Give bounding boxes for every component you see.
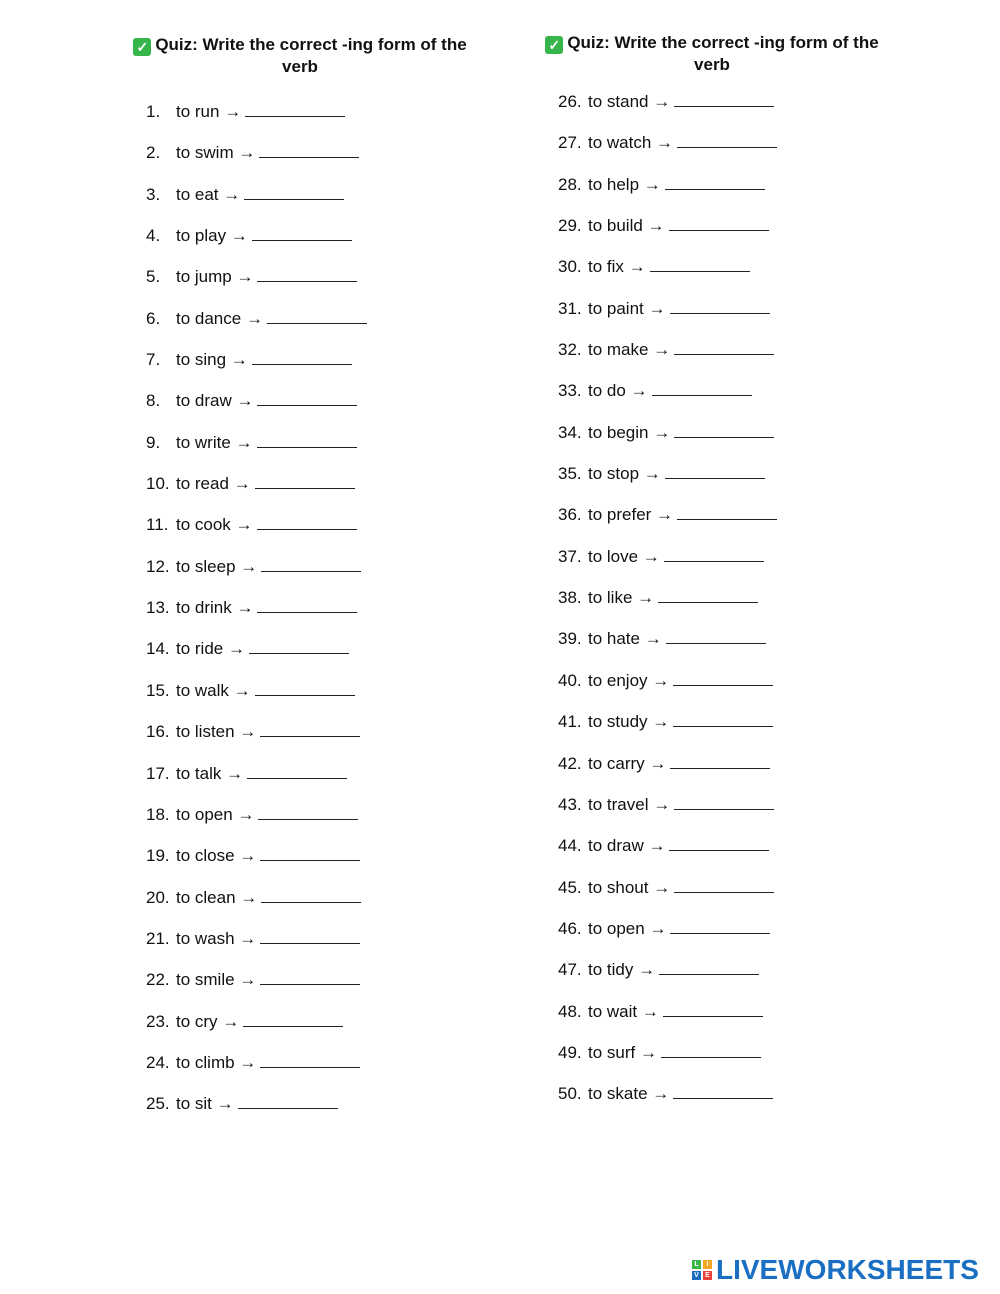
quiz-column-right [542,32,882,1104]
question-item [146,348,466,389]
question-text: to enjoy → [588,670,670,690]
question-number: 49. [558,1042,582,1062]
question-text: to surf → [588,1042,657,1062]
question-text: to play → [176,226,248,246]
question-item [558,255,878,296]
question-list [558,90,878,1124]
question-number: 34. [558,422,582,442]
answer-blank[interactable] [670,917,770,934]
question-number: 48. [558,1001,582,1021]
question-text: to stop → [588,464,661,484]
question-text: to open → [588,918,667,938]
question-item [558,958,878,999]
answer-blank[interactable] [259,141,359,158]
question-item [558,1000,878,1041]
question-number: 12. [146,556,170,576]
answer-blank[interactable] [257,513,357,530]
question-text: to shout → [588,877,671,897]
question-number: 21. [146,928,170,948]
question-number: 41. [558,712,582,732]
question-item [558,421,878,462]
question-number: 4. [146,226,161,246]
logo-text: LIVEWORKSHEETS [716,1254,979,1285]
question-item [558,1041,878,1082]
question-text: to sing → [176,350,248,370]
answer-blank[interactable] [260,720,360,737]
question-number: 50. [558,1084,582,1104]
check-mark-icon: ✓ [133,38,151,56]
answer-blank[interactable] [669,214,769,231]
question-text: to build → [588,216,665,236]
question-text: to smile → [176,970,257,990]
question-text: to ride → [176,639,245,659]
question-number: 24. [146,1052,170,1072]
answer-blank[interactable] [661,1041,761,1058]
question-text: to listen → [176,722,257,742]
question-text: to help → [588,174,661,194]
question-text: to draw → [176,391,254,411]
question-item [146,1092,466,1133]
answer-blank[interactable] [261,555,361,572]
question-text: to skate → [588,1084,670,1104]
answer-blank[interactable] [255,472,355,489]
question-number: 18. [146,804,170,824]
question-item [146,224,466,265]
answer-blank[interactable] [257,265,357,282]
question-number: 46. [558,918,582,938]
question-item [558,710,878,751]
answer-blank[interactable] [659,958,759,975]
question-item [558,586,878,627]
question-text: to study → [588,712,670,732]
question-number: 11. [146,515,169,535]
question-number: 2. [146,143,161,163]
answer-blank[interactable] [257,389,357,406]
quiz-title: ✓ Quiz: Write the correct -ing form of the verb [130,34,470,78]
question-text: to clean → [176,887,258,907]
answer-blank[interactable] [674,338,774,355]
question-number: 31. [558,298,582,318]
answer-blank[interactable] [670,752,770,769]
question-item [146,844,466,885]
answer-blank[interactable] [260,968,360,985]
question-number: 5. [146,267,161,287]
question-item [558,503,878,544]
question-text: to watch → [588,133,674,153]
question-text: to dance → [176,308,263,328]
answer-blank[interactable] [261,886,361,903]
question-text: to make → [588,340,671,360]
answer-blank[interactable] [247,762,347,779]
answer-blank[interactable] [650,255,750,272]
answer-blank[interactable] [677,131,777,148]
answer-blank[interactable] [244,183,344,200]
question-item [558,1082,878,1123]
question-list [146,100,466,1134]
answer-blank[interactable] [674,793,774,810]
question-item [146,1051,466,1092]
question-item [558,834,878,875]
question-item [558,669,878,710]
question-item [146,555,466,596]
question-number: 39. [558,629,582,649]
answer-blank[interactable] [673,669,773,686]
question-text: to run → [176,102,242,121]
question-number: 29. [558,216,582,236]
question-item [146,431,466,472]
answer-blank[interactable] [665,462,765,479]
question-item [146,803,466,844]
check-mark-icon: ✓ [545,36,563,54]
question-number: 1. [146,102,161,121]
question-number: 27. [558,133,582,153]
answer-blank[interactable] [258,803,358,820]
answer-blank[interactable] [252,348,352,365]
answer-blank[interactable] [255,679,355,696]
question-text: to fix → [588,257,646,277]
question-number: 36. [558,505,582,525]
quiz-column-left [130,34,470,1114]
question-item [558,462,878,503]
answer-blank[interactable] [669,834,769,851]
question-text: to cry → [176,1011,240,1031]
answer-blank[interactable] [652,379,752,396]
question-number: 28. [558,174,582,194]
question-text: to like → [588,588,655,608]
question-text: to read → [176,474,251,494]
question-text: to close → [176,846,257,866]
question-item [146,265,466,306]
answer-blank[interactable] [670,297,770,314]
question-text: to do → [588,381,648,401]
question-item [146,141,466,182]
question-number: 26. [558,92,582,111]
question-item [146,183,466,224]
question-text: to climb → [176,1052,257,1072]
question-text: to carry → [588,753,667,773]
question-item [146,1010,466,1051]
answer-blank[interactable] [238,1092,338,1109]
question-item [558,214,878,255]
question-item [146,720,466,761]
answer-blank[interactable] [260,1051,360,1068]
question-text: to sleep → [176,556,258,576]
question-number: 17. [146,763,170,783]
question-text: to drink → [176,598,254,618]
question-item [558,131,878,172]
question-text: to draw → [588,836,666,856]
answer-blank[interactable] [658,586,758,603]
question-number: 7. [146,350,161,370]
question-number: 30. [558,257,582,277]
question-item [146,472,466,513]
answer-blank[interactable] [260,844,360,861]
question-text: to sit → [176,1094,234,1114]
answer-blank[interactable] [664,545,764,562]
answer-blank[interactable] [245,100,345,117]
question-text: to hate → [588,629,662,649]
liveworksheets-logo [692,1254,979,1286]
question-text: to wash → [176,928,257,948]
answer-blank[interactable] [249,637,349,654]
question-text: to cook → [176,515,253,535]
answer-blank[interactable] [665,173,765,190]
question-item [558,917,878,958]
question-number: 10. [146,474,170,494]
answer-blank[interactable] [674,421,774,438]
question-text: to paint → [588,298,666,318]
question-number: 20. [146,887,170,907]
question-number: 45. [558,877,582,897]
question-number: 38. [558,588,582,608]
question-text: to walk → [176,680,251,700]
question-number: 16. [146,722,170,742]
question-item [558,297,878,338]
question-number: 15. [146,680,170,700]
question-item [558,876,878,917]
question-number: 25. [146,1094,170,1114]
question-number: 33. [558,381,582,401]
question-number: 44. [558,836,582,856]
question-item [146,762,466,803]
question-number: 42. [558,753,582,773]
answer-blank[interactable] [267,307,367,324]
answer-blank[interactable] [260,927,360,944]
quiz-title: ✓ Quiz: Write the correct -ing form of the verb [542,32,882,76]
answer-blank[interactable] [252,224,352,241]
question-text: to stand → [588,92,671,111]
question-text: to write → [176,432,253,452]
question-number: 13. [146,598,170,618]
question-item [558,752,878,793]
question-item [558,545,878,586]
question-number: 14. [146,639,170,659]
question-text: to wait → [588,1001,659,1021]
question-item [558,627,878,668]
question-item [146,679,466,720]
question-item [146,596,466,637]
question-number: 23. [146,1011,170,1031]
answer-blank[interactable] [677,503,777,520]
question-text: to tidy → [588,960,656,980]
question-number: 47. [558,960,582,980]
question-item [558,90,878,131]
question-item [558,173,878,214]
question-number: 40. [558,670,582,690]
question-item [146,637,466,678]
liveworksheets-logo-icon: L I V E [692,1260,712,1280]
question-item [146,513,466,554]
question-item [558,379,878,420]
answer-blank[interactable] [673,1082,773,1099]
question-item [146,886,466,927]
answer-blank[interactable] [666,627,766,644]
question-text: to open → [176,804,255,824]
question-text: to eat → [176,184,241,204]
answer-blank[interactable] [674,876,774,893]
question-number: 22. [146,970,170,990]
question-item [146,307,466,348]
answer-blank[interactable] [663,1000,763,1017]
question-number: 35. [558,464,582,484]
question-item [558,793,878,834]
question-item [146,100,466,141]
question-number: 8. [146,391,161,411]
answer-blank[interactable] [257,431,357,448]
question-item [146,968,466,1009]
question-number: 19. [146,846,170,866]
question-text: to talk → [176,763,244,783]
question-text: to prefer → [588,505,674,525]
question-text: to travel → [588,794,671,814]
question-number: 6. [146,308,161,328]
question-text: to love → [588,546,660,566]
question-number: 9. [146,432,161,452]
answer-blank[interactable] [243,1010,343,1027]
question-number: 43. [558,794,582,814]
question-item [146,927,466,968]
answer-blank[interactable] [673,710,773,727]
question-text: to begin → [588,422,671,442]
question-text: to jump → [176,267,254,287]
question-item [558,338,878,379]
question-text: to swim → [176,143,256,163]
question-number: 3. [146,184,161,204]
answer-blank[interactable] [674,90,774,107]
question-number: 37. [558,546,582,566]
answer-blank[interactable] [257,596,357,613]
question-number: 32. [558,340,582,360]
question-item [146,389,466,430]
